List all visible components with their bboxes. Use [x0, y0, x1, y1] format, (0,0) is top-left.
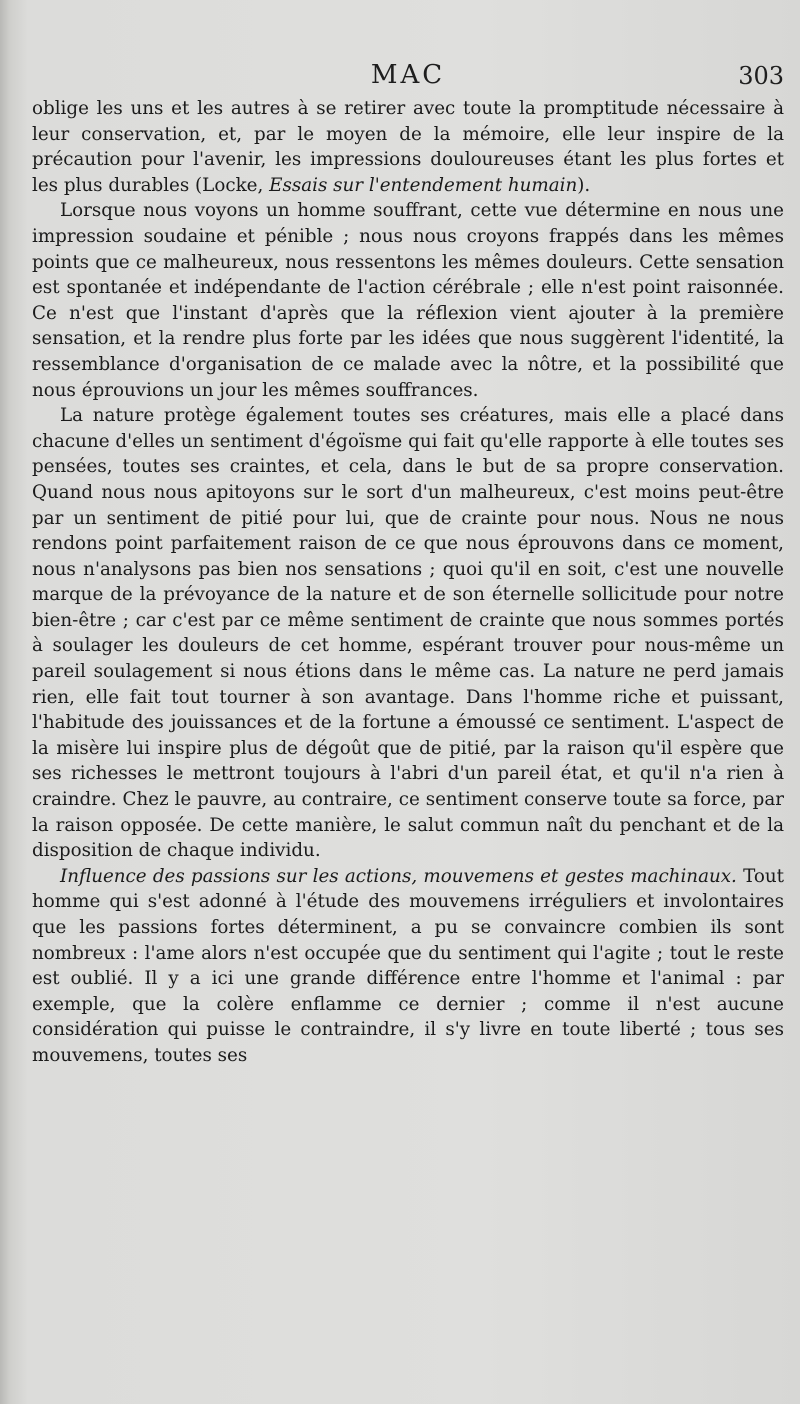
section-heading: Influence des passions sur les actions, mouvemens et gestes machinaux. [60, 865, 737, 887]
paragraph-text: Tout homme qui s'est adonné à l'étude des mouvemens irréguliers et involontaires que les passions fortes déterminent, a pu se convaincre combien ils sont nombreux : l'ame alors n'est occupée que du sentiment qui l'agite ; tout le reste est oublié. Il y a ici une grande différence entre l'homme et l'animal : par exemple, que la colère enflamme ce dernier ; comme il n'est aucune considération qui puisse le contraindre, il s'y livre en toute liberté ; tous ses mouvemens, toutes ses [32, 865, 784, 1066]
paragraph-continuation [32, 96, 784, 198]
running-head: MAC [370, 60, 446, 90]
paragraph-text: oblige les uns et les autres à se retirer avec toute la promptitude nécessaire à leur conservation, et, par le moyen de la mémoire, elle leur inspire de la précaution pour l'avenir, les impressions douloureuses étant les plus fortes et les plus durables (Locke, [32, 98, 784, 196]
paragraph [32, 403, 784, 864]
paragraph [32, 198, 784, 403]
page-header [32, 58, 784, 98]
paragraph-text: La nature protège également toutes ses créatures, mais elle a placé dans chacune d'elles un sentiment d'égoïsme qui fait qu'elle rapporte à elle toutes ses pensées, toutes ses craintes, et cela, dans le but de sa propre conservation. Quand nous nous apitoyons sur le sort d'un malheureux, c'est moins peut-être par un sentiment de pitié pour lui, que de crainte pour nous. Nous ne nous rendons point parfaitement raison de ce que nous éprouvons dans ce moment, nous n'analysons pas bien nos sensations ; quoi qu'il en soit, c'est une nouvelle marque de la prévoyance de la nature et de son éternelle sollicitude pour notre bien-être ; car c'est par ce même sentiment de crainte que nous sommes portés à soulager les douleurs de cet homme, espérant trouver pour nous-même un pareil soulagement si nous étions dans le même cas. La nature ne perd jamais rien, elle fait tout tourner à son avantage. Dans l'homme riche et puissant, l'habitude des jouissances et de la fortune a émoussé ce sentiment. L'aspect de la misère lui inspire plus de dégoût que de pitié, par la raison qu'il espère que ses richesses le mettront toujours à l'abri d'un pareil état, et qu'il n'a rien à craindre. Chez le pauvre, au contraire, ce sentiment conserve toute sa force, par la raison opposée. De cette manière, le salut commun naît du penchant et de la disposition de chaque individu. [32, 405, 784, 862]
paragraph-text: ). [577, 174, 591, 196]
citation-title: Essais sur l'entendement humain [269, 174, 578, 196]
paragraph-text: Lorsque nous voyons un homme souffrant, cette vue détermine en nous une impression soudaine et pénible ; nous nous croyons frappés dans les mêmes points que ce malheureux, nous ressentons les mêmes douleurs. Cette sensation est spontanée et indépendante de l'action cérébrale ; elle n'est point raisonnée. Ce n'est que l'instant d'après que la réflexion vient ajouter à la première sensation, et la rendre plus forte par les idées que nous suggèrent l'identité, la ressemblance d'organisation de ce malade avec la nôtre, et la possibilité que nous éprouvions un jour les mêmes souffrances. [32, 200, 784, 401]
body-text [32, 96, 784, 1069]
page-number: 303 [738, 62, 784, 90]
paragraph [32, 864, 784, 1069]
